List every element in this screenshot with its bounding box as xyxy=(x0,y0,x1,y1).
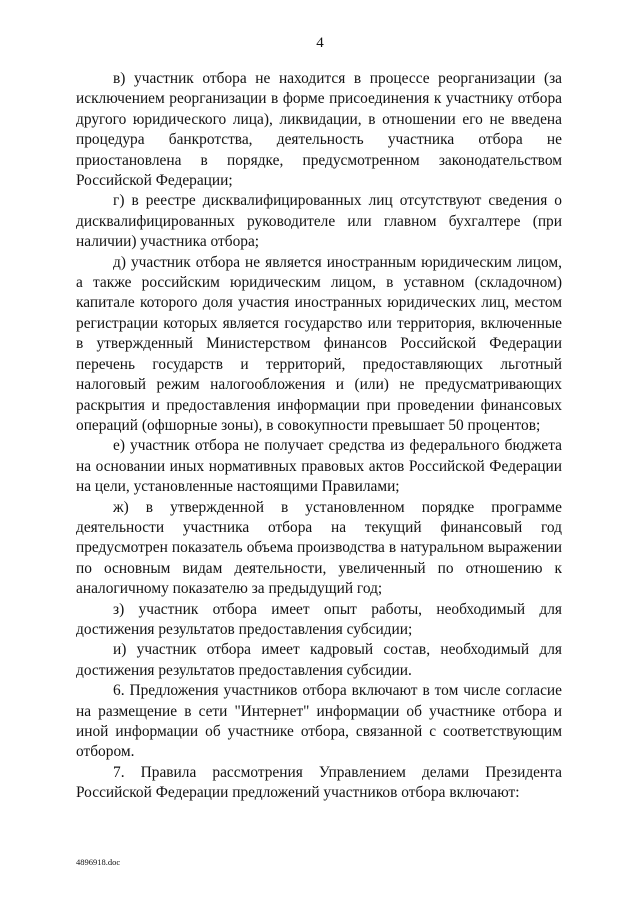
paragraph-clause-6: 6. Предложения участников отбора включают в том числе согласие на размещение в сети "Интернет" информации об участнике отбора и иной информации об участнике отбора, связанной с соответствующим отбором. xyxy=(76,682,562,761)
document-body xyxy=(76,69,562,804)
paragraph-item-z: з) участник отбора имеет опыт работы, необходимый для достижения результатов предоставления субсидии; xyxy=(76,600,562,638)
paragraph-clause-7: 7. Правила рассмотрения Управлением делами Президента Российской Федерации предложений участников отбора включают: xyxy=(76,763,562,802)
document-file-id: 4896918.doc xyxy=(76,857,121,867)
paragraph-item-i: и) участник отбора имеет кадровый состав, необходимый для достижения результатов предоставления субсидии. xyxy=(76,641,562,679)
paragraph-item-d: д) участник отбора не является иностранным юридическим лицом, а также российским юридическим лицом, в уставном (складочном) капитале которого доля участия иностранных юридических лиц, местом регистрации которых является государство или территория, включенные в утвержденный Министерством финансов Российской Федерации перечень государств и территорий, предоставляющих льготный налоговый режим налогообложения и (или) не предусматривающих раскрытия и предоставления информации при проведении финансовых операций (офшорные зоны), в совокупности превышает 50 процентов; xyxy=(76,253,562,434)
paragraph-item-zh: ж) в утвержденной в установленном порядке программе деятельности участника отбора на текущий финансовый год предусмотрен показатель объема производства в натуральном выражении по основным видам деятельности, увеличенный по отношению к аналогичному показателю за предыдущий год; xyxy=(76,498,562,598)
page-number: 4 xyxy=(316,35,324,51)
paragraph-item-e: е) участник отбора не получает средства из федерального бюджета на основании иных нормативных правовых актов Российской Федерации на цели, установленные настоящими Правилами; xyxy=(76,437,562,496)
paragraph-item-g: г) в реестре дисквалифицированных лиц отсутствуют сведения о дисквалифицированных руководителе или главном бухгалтере (при наличии) участника отбора; xyxy=(76,192,562,251)
paragraph-item-v: в) участник отбора не находится в процессе реорганизации (за исключением реорганизации в форме присоединения к участнику отбора другого юридического лица), ликвидации, в отношении его не введена процедура банкротства, деятельность участника отбора не приостановлена в порядке, предусмотренном законодательством Российской Федерации; xyxy=(76,70,562,190)
